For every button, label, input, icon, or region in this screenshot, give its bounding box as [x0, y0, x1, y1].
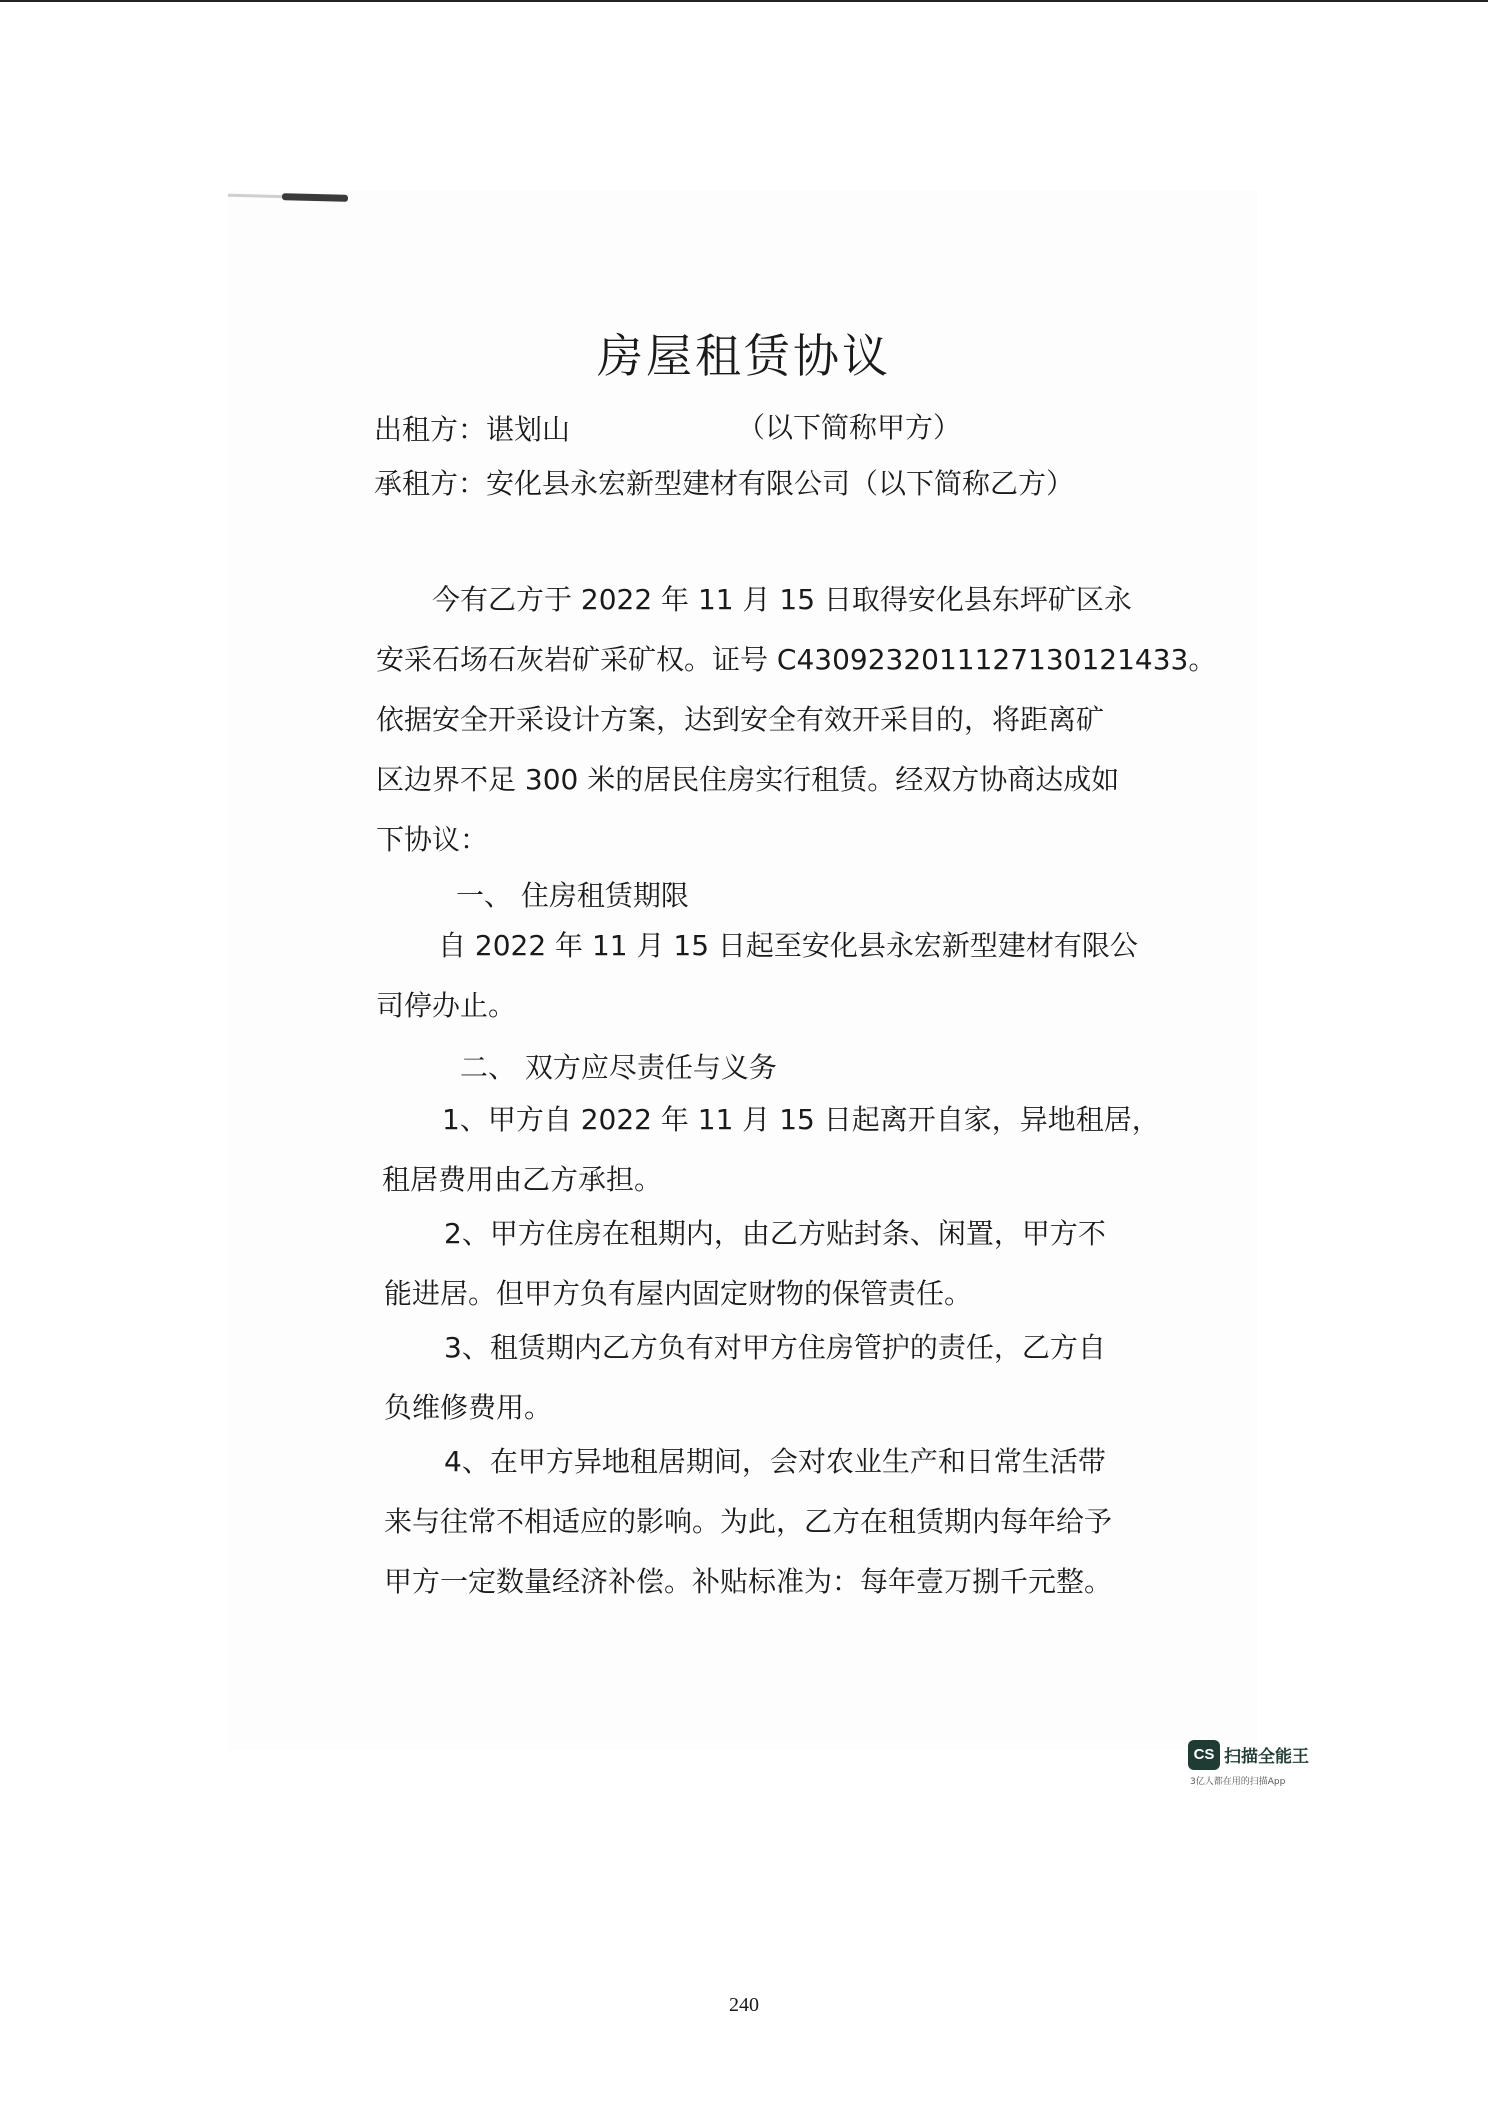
camscanner-tagline: 3亿人都在用的扫描App	[1190, 1777, 1286, 1787]
clause-1	[382, 1090, 1160, 1210]
section1-paragraph	[376, 916, 1138, 1036]
document-title: 房屋租赁协议	[597, 329, 891, 383]
clause-1-line: 1、甲方自 2022 年 11 月 15 日起离开自家，异地租居，	[442, 1103, 1160, 1136]
clause-3-line: 3、租赁期内乙方负有对甲方住房管护的责任，乙方自	[444, 1331, 1106, 1364]
clause-4-line: 来与往常不相适应的影响。为此，乙方在租赁期内每年给予	[384, 1505, 1113, 1538]
camscanner-app-name: 扫描全能王	[1224, 1747, 1309, 1767]
camscanner-logo-icon: CS	[1188, 1740, 1220, 1770]
section1-heading: 一、 住房租赁期限	[456, 879, 689, 912]
intro-line: 今有乙方于 2022 年 11 月 15 日取得安化县东坪矿区永	[432, 583, 1132, 616]
clause-3-line: 负维修费用。	[384, 1391, 553, 1424]
camscanner-watermark	[1188, 1740, 1318, 1788]
clause-2-line: 2、甲方住房在租期内，由乙方贴封条、闲置，甲方不	[444, 1217, 1106, 1250]
top-border-line	[0, 0, 1488, 2]
intro-line: 区边界不足 300 米的居民住房实行租赁。经双方协商达成如	[376, 763, 1120, 796]
clause-4-line: 4、在甲方异地租居期间，会对农业生产和日常生活带	[444, 1445, 1106, 1478]
intro-line: 依据安全开采设计方案，达到安全有效开采目的，将距离矿	[376, 703, 1105, 736]
clause-1-line: 租居费用由乙方承担。	[382, 1163, 663, 1196]
intro-line: 下协议：	[376, 823, 489, 856]
clause-2	[384, 1204, 1106, 1324]
intro-paragraph	[376, 570, 1216, 870]
lessor-note: （以下简称甲方）	[737, 411, 962, 444]
clause-2-line: 能进居。但甲方负有屋内固定财物的保管责任。	[384, 1277, 973, 1310]
clause-4-line: 甲方一定数量经济补偿。补贴标准为：每年壹万捌千元整。	[384, 1565, 1113, 1598]
lessor-line: 出租方：谌划山	[374, 413, 571, 446]
lessee-line: 承租方：安化县永宏新型建材有限公司（以下简称乙方）	[374, 467, 1075, 500]
clause-3	[384, 1318, 1106, 1438]
section1-line: 自 2022 年 11 月 15 日起至安化县永宏新型建材有限公	[438, 929, 1138, 962]
intro-line: 安采石场石灰岩矿采矿权。证号 C4309232011127130121433。	[376, 643, 1217, 676]
clause-4	[384, 1432, 1112, 1612]
section2-heading: 二、 双方应尽责任与义务	[460, 1051, 777, 1084]
section1-line: 司停办止。	[376, 989, 517, 1022]
page-number: 240	[729, 1994, 759, 2016]
